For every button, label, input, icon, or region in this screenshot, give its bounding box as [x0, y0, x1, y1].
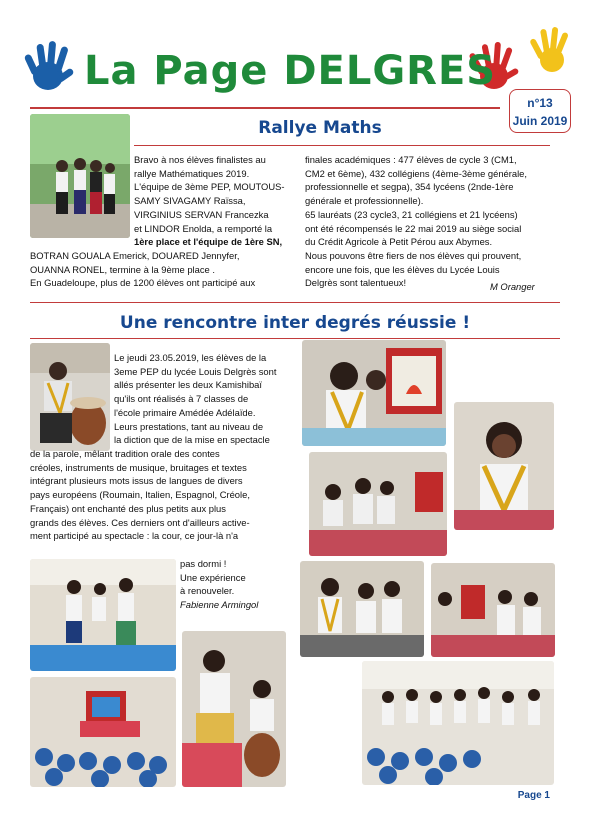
issue-number: n°13 [527, 96, 553, 110]
text-line: OUANNA RONEL, termine à la 9ème place . [30, 263, 215, 275]
text-line: pays européens (Roumain, Italien, Espagnol, Créole, [30, 489, 250, 501]
rencontre-divider [30, 338, 560, 339]
text-line: Leurs prestations, tant au niveau de [114, 420, 264, 432]
yellow-hand-icon [528, 24, 576, 80]
text-line: En Guadeloupe, plus de 1200 élèves ont participé aux [30, 277, 256, 289]
dancers-photo [30, 559, 176, 671]
text-line: ont été récompensés le 22 mai 2019 au siège social [305, 222, 522, 234]
text-line: BOTRAN GOUALA Emerick, DOUARED Jennyfer, [30, 250, 240, 261]
page-number: Page 1 [517, 790, 550, 801]
rencontre-wide-text [30, 447, 298, 543]
text-line: à renouveler. [180, 585, 235, 597]
kamishibai-photo [302, 340, 446, 446]
text-line: pas dormi ! [180, 558, 227, 569]
issue-badge [509, 89, 571, 133]
rallye-col2 [305, 153, 555, 290]
text-line: rallye Mathématiques 2019. [134, 167, 250, 179]
rallye-heading: Rallye Maths [258, 118, 382, 138]
text-line: du Crédit Agricole à Petit Pérou aux Abymes. [305, 236, 493, 248]
text-line: grands des élèves. Ces derniers ont d'ailleurs active- [30, 516, 250, 528]
text-line: VIRGINIUS SERVAN Francezka [134, 208, 269, 220]
text-line: allés présenter les deux Kamishibaï [114, 379, 262, 391]
text-line: l'école primaire Amédée Adélaïde. [114, 406, 256, 418]
blue-hand-icon [22, 36, 78, 96]
rencontre-tail-text [180, 557, 300, 612]
section-divider [30, 302, 560, 303]
text-line: ment participé au spectacle : la cour, ce jour-là n'a [30, 530, 239, 542]
text-line: Bravo à nos élèves finalistes au [134, 154, 266, 165]
girl-drum-photo [182, 631, 286, 787]
rallye-signature: M Oranger [490, 281, 535, 292]
text-line: intégrant plusieurs mots issus de langues de divers [30, 475, 243, 487]
rallye-divider [134, 145, 550, 146]
text-line: de la parole, mêlant tradition orale des contes [30, 448, 220, 459]
issue-date: Juin 2019 [512, 114, 568, 128]
text-line: L'équipe de 3ème PEP, MOUTOUS- [134, 181, 285, 193]
drummer-photo [30, 343, 110, 451]
text-line: Français) ont enchanté des plus petits aux plus [30, 502, 226, 514]
text-line: encore une fois, que les élèves du Lycée Louis [305, 263, 500, 275]
text-line: Une expérience [180, 571, 246, 583]
kamishibai-group-photo [431, 563, 555, 657]
text-line: créoles, instruments de musique, bruitages et textes [30, 461, 247, 473]
text-line: SAMY SIVAGAMY Raïssa, [134, 195, 246, 207]
text-line: 1ère place et l'équipe de 1ère SN, [134, 236, 283, 248]
rallye-team-photo [30, 114, 130, 238]
rencontre-signature: Fabienne Armingol [180, 599, 259, 611]
rencontre-heading: Une rencontre inter degrés réussie ! [119, 313, 471, 333]
text-line: la diction que de la mise en spectacle [114, 434, 270, 446]
rencontre-narrow-text [114, 351, 299, 447]
text-line: Delgrès sont talentueux! [305, 277, 407, 289]
text-line: générale et professionnelle). [305, 195, 424, 207]
boys-photo [300, 561, 424, 657]
page-title: La Page DELGRES [84, 48, 497, 94]
text-line: CM2 et 6ème), 432 collégiens (4ème-3ème générale, [305, 167, 527, 179]
girl-portrait-photo [454, 402, 554, 530]
rallye-col1 [134, 153, 299, 249]
text-line: et LINDOR Enolda, a remporté la [134, 222, 273, 234]
text-line: Le jeudi 23.05.2019, les élèves de la [114, 352, 267, 363]
text-line: professionnelle et segpa), 354 lycéens (2nde-1ère [305, 181, 514, 193]
rallye-col1-wide [30, 249, 300, 290]
text-line: Nous pouvons être fiers de nos élèves qui prouvent, [305, 249, 522, 261]
text-line: 65 lauréats (23 cycle3, 21 collégiens et 21 lycéens) [305, 208, 518, 220]
classroom-audience-photo [30, 677, 176, 787]
text-line: 3eme PEP du lycée Louis Delgrès sont [114, 365, 277, 377]
text-line: qu'ils ont réalisés à 7 classes de [114, 393, 249, 405]
class-table-photo [309, 452, 447, 556]
title-divider [30, 107, 500, 109]
text-line: finales académiques : 477 élèves de cycle 3 (CM1, [305, 154, 517, 165]
group-performance-photo [362, 661, 554, 785]
